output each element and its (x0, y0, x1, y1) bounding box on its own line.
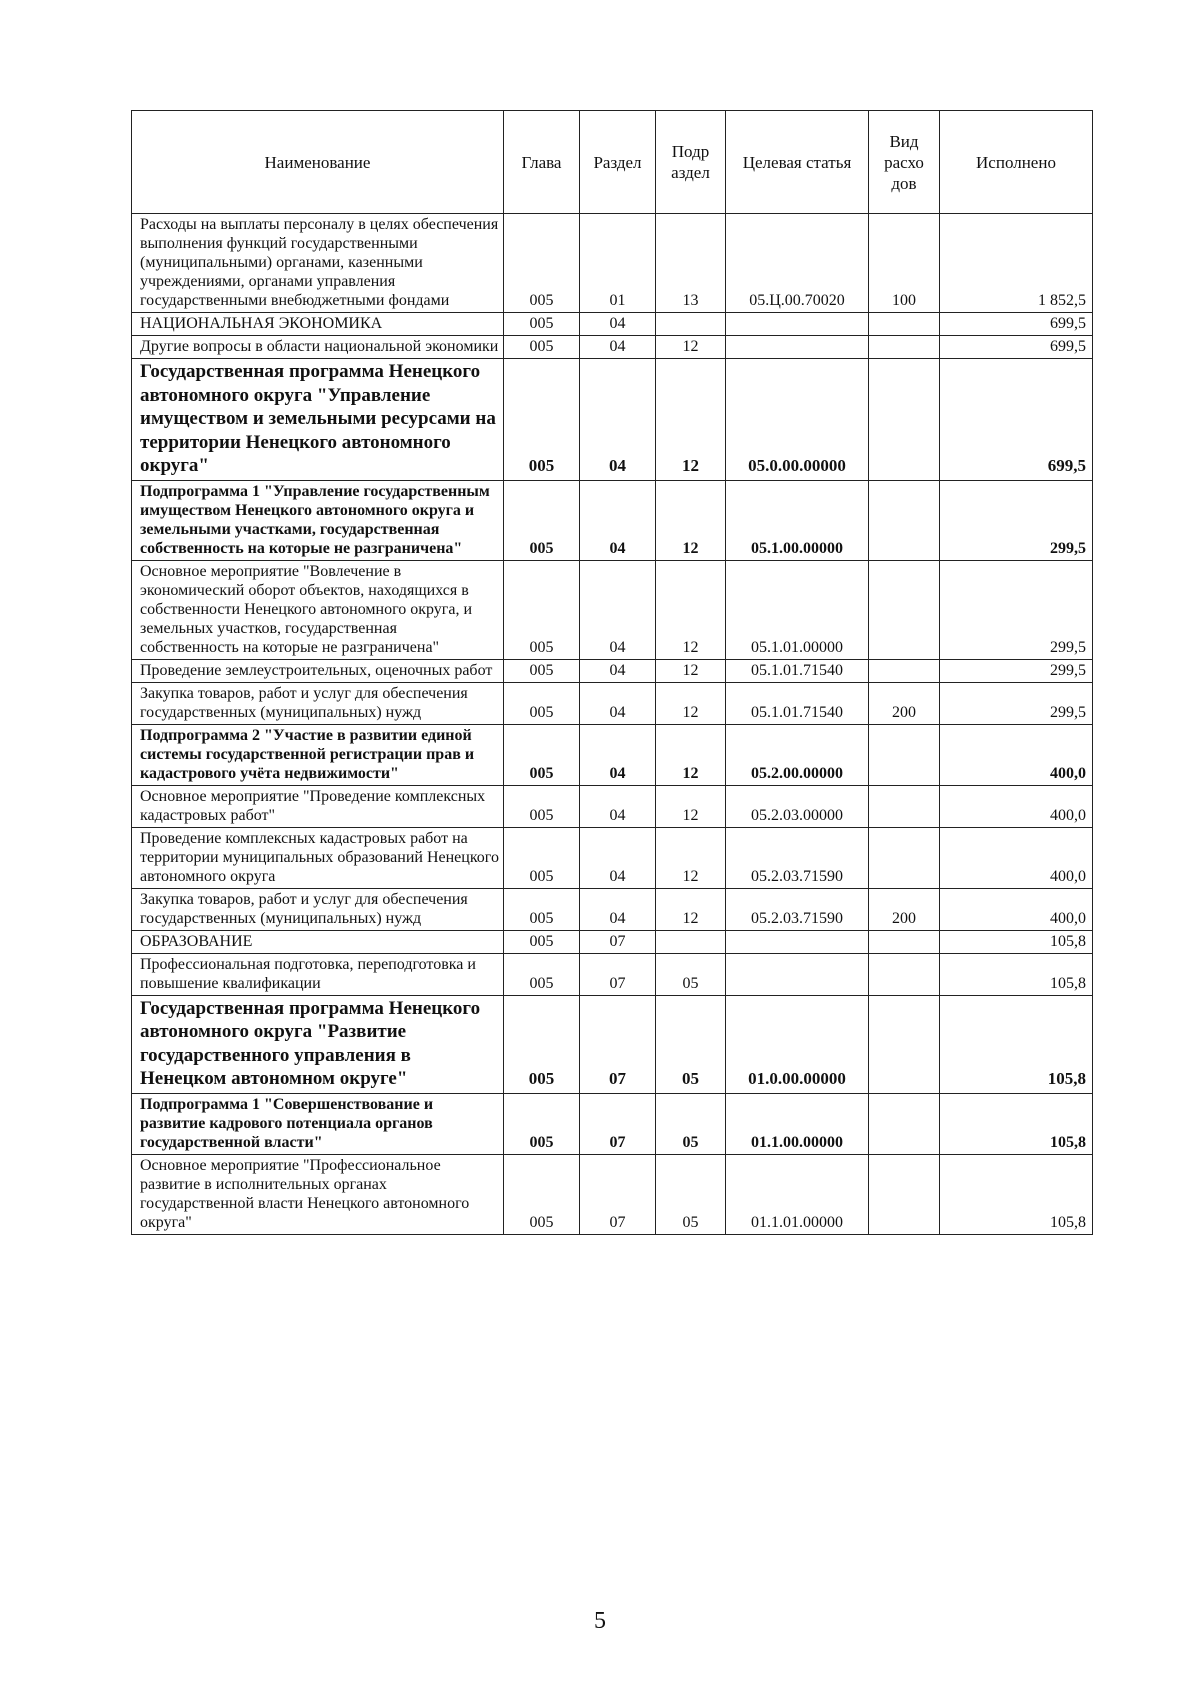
row-target (726, 313, 869, 336)
row-chapter: 005 (504, 888, 580, 930)
row-name: Подпрограмма 1 "Совершенствование и развитие кадрового потенциала органов государственной власти" (132, 1093, 504, 1154)
row-chapter: 005 (504, 995, 580, 1093)
row-target (726, 953, 869, 995)
row-executed: 105,8 (940, 930, 1093, 953)
row-expense-type (869, 659, 940, 682)
row-subsection: 12 (656, 659, 726, 682)
row-subsection: 12 (656, 827, 726, 888)
table-header-row (132, 111, 1093, 214)
row-expense-type (869, 560, 940, 659)
row-chapter: 005 (504, 560, 580, 659)
row-name: НАЦИОНАЛЬНАЯ ЭКОНОМИКА (132, 313, 504, 336)
row-expense-type (869, 313, 940, 336)
table-row (132, 313, 1093, 336)
row-name: Другие вопросы в области национальной экономики (132, 336, 504, 359)
row-section: 04 (580, 888, 656, 930)
row-name: Расходы на выплаты персоналу в целях обеспечения выполнения функций государственными (муниципальными) органами, казенными учреждениями, органами управления государственными внебюджетными фондами (132, 214, 504, 313)
row-chapter: 005 (504, 336, 580, 359)
row-name: Закупка товаров, работ и услуг для обеспечения государственных (муниципальных) нужд (132, 888, 504, 930)
row-subsection: 12 (656, 336, 726, 359)
table-row (132, 827, 1093, 888)
row-subsection: 05 (656, 995, 726, 1093)
row-chapter: 005 (504, 953, 580, 995)
row-section: 07 (580, 953, 656, 995)
row-subsection: 12 (656, 682, 726, 724)
row-subsection: 12 (656, 888, 726, 930)
row-subsection: 12 (656, 724, 726, 785)
row-name: Проведение землеустроительных, оценочных работ (132, 659, 504, 682)
row-target: 01.1.00.00000 (726, 1093, 869, 1154)
table-row (132, 724, 1093, 785)
table-row (132, 659, 1093, 682)
row-target: 05.2.00.00000 (726, 724, 869, 785)
table-row (132, 953, 1093, 995)
row-name: Подпрограмма 1 "Управление государственным имуществом Ненецкого автономного округа и земельными участками, государственная собственность на которые не разграничена" (132, 480, 504, 560)
row-expense-type (869, 953, 940, 995)
row-section: 07 (580, 930, 656, 953)
row-executed: 400,0 (940, 827, 1093, 888)
row-name: Государственная программа Ненецкого автономного округа "Управление имуществом и земельными ресурсами на территории Ненецкого автономного округа" (132, 359, 504, 481)
row-section: 04 (580, 785, 656, 827)
row-section: 04 (580, 336, 656, 359)
row-target: 05.2.03.00000 (726, 785, 869, 827)
row-executed: 105,8 (940, 1093, 1093, 1154)
row-executed: 1 852,5 (940, 214, 1093, 313)
row-subsection: 12 (656, 359, 726, 481)
row-chapter: 005 (504, 682, 580, 724)
header-chapter: Глава (504, 111, 580, 214)
row-chapter: 005 (504, 1154, 580, 1234)
row-target: 05.2.03.71590 (726, 827, 869, 888)
row-subsection: 12 (656, 480, 726, 560)
row-target: 01.0.00.00000 (726, 995, 869, 1093)
row-expense-type: 200 (869, 682, 940, 724)
row-section: 04 (580, 313, 656, 336)
row-executed: 105,8 (940, 995, 1093, 1093)
budget-table-container (131, 110, 1092, 1235)
row-chapter: 005 (504, 659, 580, 682)
row-section: 04 (580, 827, 656, 888)
row-name: Подпрограмма 2 "Участие в развитии единой системы государственной регистрации прав и кадастрового учёта недвижимости" (132, 724, 504, 785)
row-chapter: 005 (504, 214, 580, 313)
row-executed: 299,5 (940, 682, 1093, 724)
row-name: Основное мероприятие "Вовлечение в экономический оборот объектов, находящихся в собственности Ненецкого автономного округа, и земельных участков, государственная собственность на которые не разграничена" (132, 560, 504, 659)
row-expense-type (869, 480, 940, 560)
row-subsection: 13 (656, 214, 726, 313)
row-section: 04 (580, 724, 656, 785)
page-number: 5 (594, 1608, 606, 1634)
row-name: Основное мероприятие "Проведение комплексных кадастровых работ" (132, 785, 504, 827)
row-executed: 299,5 (940, 480, 1093, 560)
row-target: 05.0.00.00000 (726, 359, 869, 481)
row-section: 04 (580, 359, 656, 481)
row-executed: 699,5 (940, 336, 1093, 359)
table-row (132, 785, 1093, 827)
row-executed: 699,5 (940, 359, 1093, 481)
header-name: Наименование (132, 111, 504, 214)
row-expense-type (869, 724, 940, 785)
row-section: 01 (580, 214, 656, 313)
row-executed: 400,0 (940, 888, 1093, 930)
row-expense-type (869, 1154, 940, 1234)
header-executed: Исполнено (940, 111, 1093, 214)
header-subsection: Подр аздел (656, 111, 726, 214)
table-row (132, 930, 1093, 953)
row-name: Закупка товаров, работ и услуг для обеспечения государственных (муниципальных) нужд (132, 682, 504, 724)
row-expense-type (869, 827, 940, 888)
table-row (132, 480, 1093, 560)
row-executed: 699,5 (940, 313, 1093, 336)
row-executed: 299,5 (940, 560, 1093, 659)
row-expense-type: 100 (869, 214, 940, 313)
row-subsection: 12 (656, 785, 726, 827)
row-section: 04 (580, 659, 656, 682)
row-target (726, 336, 869, 359)
row-target: 05.1.01.71540 (726, 682, 869, 724)
row-name: Основное мероприятие "Профессиональное развитие в исполнительных органах государственной власти Ненецкого автономного округа" (132, 1154, 504, 1234)
row-expense-type (869, 336, 940, 359)
row-subsection: 05 (656, 953, 726, 995)
row-target: 01.1.01.00000 (726, 1154, 869, 1234)
table-row (132, 1093, 1093, 1154)
row-target: 05.1.01.00000 (726, 560, 869, 659)
row-executed: 400,0 (940, 785, 1093, 827)
table-row (132, 214, 1093, 313)
row-section: 04 (580, 682, 656, 724)
row-expense-type: 200 (869, 888, 940, 930)
row-section: 04 (580, 480, 656, 560)
budget-execution-table (131, 110, 1093, 1235)
row-name: Государственная программа Ненецкого автономного округа "Развитие государственного управления в Ненецком автономном округе" (132, 995, 504, 1093)
row-executed: 400,0 (940, 724, 1093, 785)
row-chapter: 005 (504, 480, 580, 560)
header-expense-type: Вид расхо дов (869, 111, 940, 214)
row-chapter: 005 (504, 827, 580, 888)
row-subsection (656, 313, 726, 336)
row-section: 07 (580, 1093, 656, 1154)
table-row (132, 560, 1093, 659)
row-subsection: 05 (656, 1154, 726, 1234)
row-expense-type (869, 785, 940, 827)
row-executed: 105,8 (940, 1154, 1093, 1234)
row-section: 07 (580, 1154, 656, 1234)
header-target: Целевая статья (726, 111, 869, 214)
row-section: 07 (580, 995, 656, 1093)
table-row (132, 359, 1093, 481)
row-target: 05.2.03.71590 (726, 888, 869, 930)
row-target: 05.1.01.71540 (726, 659, 869, 682)
row-expense-type (869, 1093, 940, 1154)
row-chapter: 005 (504, 359, 580, 481)
row-expense-type (869, 995, 940, 1093)
row-subsection: 05 (656, 1093, 726, 1154)
header-section: Раздел (580, 111, 656, 214)
table-row (132, 336, 1093, 359)
row-name: Профессиональная подготовка, переподготовка и повышение квалификации (132, 953, 504, 995)
row-subsection: 12 (656, 560, 726, 659)
row-expense-type (869, 359, 940, 481)
table-row (132, 995, 1093, 1093)
table-row (132, 682, 1093, 724)
row-expense-type (869, 930, 940, 953)
row-executed: 105,8 (940, 953, 1093, 995)
row-name: ОБРАЗОВАНИЕ (132, 930, 504, 953)
row-target: 05.1.00.00000 (726, 480, 869, 560)
row-subsection (656, 930, 726, 953)
table-row (132, 888, 1093, 930)
row-chapter: 005 (504, 930, 580, 953)
row-target (726, 930, 869, 953)
row-chapter: 005 (504, 785, 580, 827)
table-row (132, 1154, 1093, 1234)
row-chapter: 005 (504, 1093, 580, 1154)
row-executed: 299,5 (940, 659, 1093, 682)
row-chapter: 005 (504, 313, 580, 336)
row-name: Проведение комплексных кадастровых работ на территории муниципальных образований Ненецкого автономного округа (132, 827, 504, 888)
row-section: 04 (580, 560, 656, 659)
row-chapter: 005 (504, 724, 580, 785)
row-target: 05.Ц.00.70020 (726, 214, 869, 313)
